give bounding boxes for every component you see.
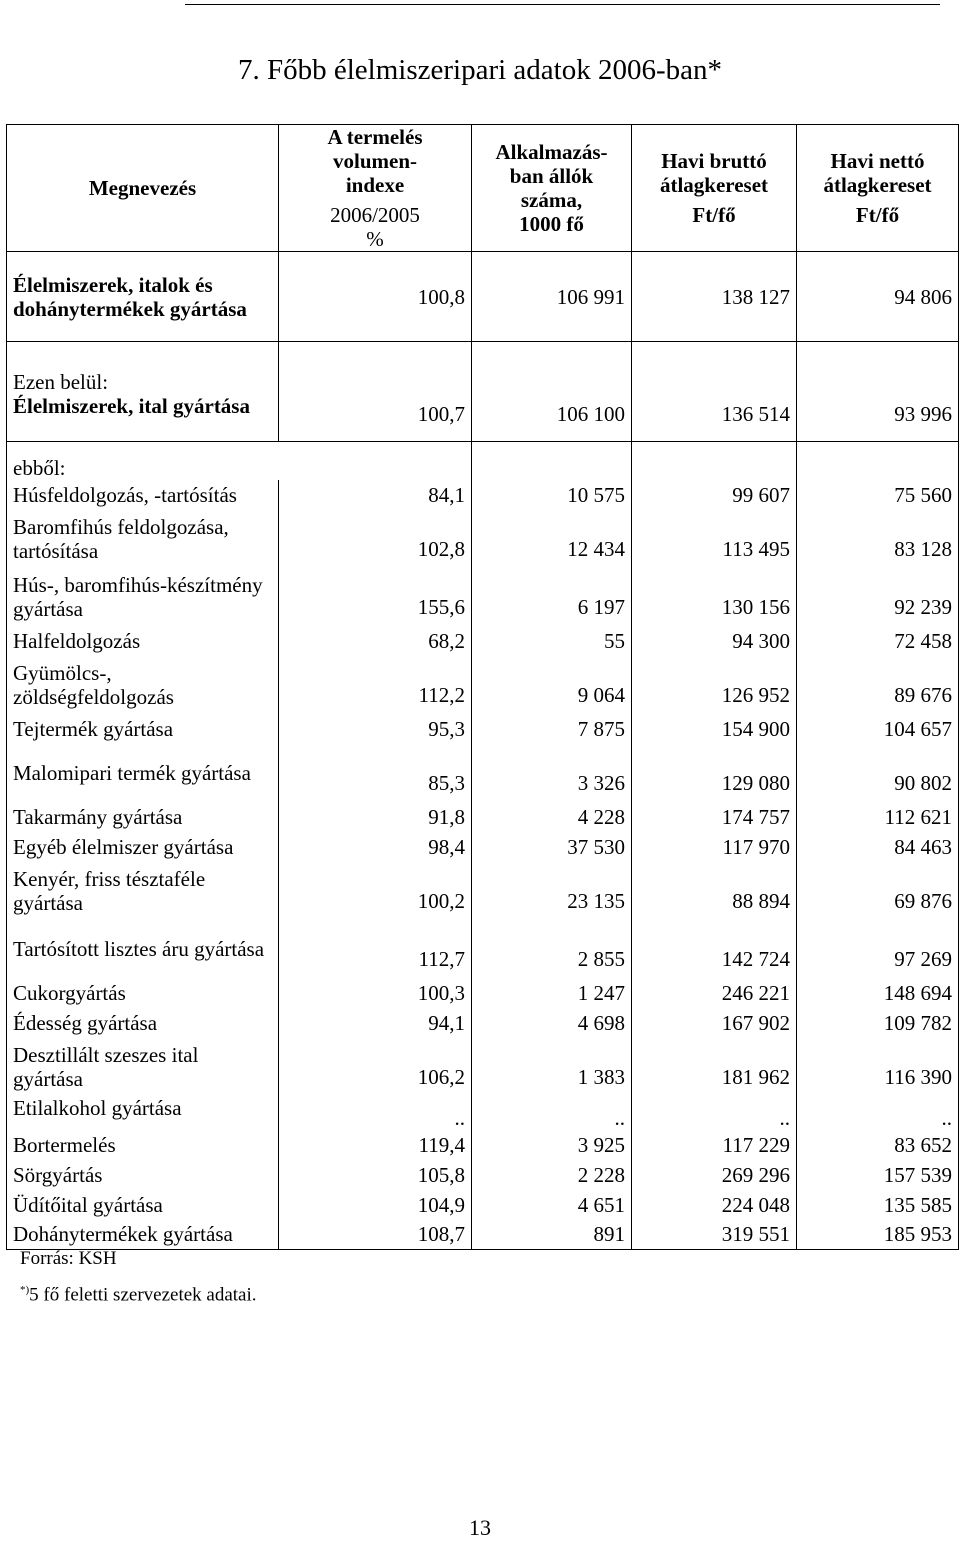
row-value-v3: 154 900	[632, 714, 797, 744]
row-value-v2: 1 247	[472, 978, 632, 1008]
row-value-v3: 113 495	[632, 510, 797, 568]
table-row	[7, 510, 959, 568]
food-industry-table	[6, 124, 959, 1250]
row-value-v4: 90 802	[797, 744, 959, 802]
row-value-v1: 95,3	[279, 714, 472, 744]
table-row-group1: Élelmiszerek, italok és dohánytermékek gyártása 100,8 106 991 138 127 94 806	[7, 252, 959, 342]
row-label: Egyéb élelmiszer gyártása	[7, 832, 279, 862]
row-value-v1: 91,8	[279, 802, 472, 832]
table-row	[7, 920, 959, 978]
row-value-v3: 319 551	[632, 1220, 797, 1250]
row-value-v4: 157 539	[797, 1160, 959, 1190]
header-row	[7, 125, 959, 252]
row-value-v4: 104 657	[797, 714, 959, 744]
row-value-v4: 69 876	[797, 862, 959, 920]
row-label: Takarmány gyártása	[7, 802, 279, 832]
page-number: 13	[469, 1515, 491, 1540]
row-label: Cukorgyártás	[7, 978, 279, 1008]
row-value-v2: 4 651	[472, 1190, 632, 1220]
row-value-v3: 130 156	[632, 568, 797, 626]
table-row	[7, 978, 959, 1008]
footnote: *)5 fő feletti szervezetek adatai.	[20, 1284, 257, 1306]
row-value-v3: 167 902	[632, 1008, 797, 1038]
row-label: Húsfeldolgozás, -tartósítás	[7, 480, 279, 510]
table-row	[7, 1008, 959, 1038]
row-value-v4: 148 694	[797, 978, 959, 1008]
row-value-v2: ..	[472, 1096, 632, 1130]
table-row	[7, 1160, 959, 1190]
row-value-v1: 84,1	[279, 480, 472, 510]
row-label: Dohánytermékek gyártása	[7, 1220, 279, 1250]
row-value-v3: 117 970	[632, 832, 797, 862]
row-label: Hús-, baromfihús-készítmény gyártása	[7, 568, 279, 626]
row-value-v4: 75 560	[797, 480, 959, 510]
row-label: Sörgyártás	[7, 1160, 279, 1190]
row-label: Tartósított lisztes áru gyártása	[7, 920, 279, 978]
table-row	[7, 656, 959, 714]
table-row	[7, 1130, 959, 1160]
row-value-v1: 100,2	[279, 862, 472, 920]
row-value-v1: 98,4	[279, 832, 472, 862]
row-value-v1: 105,8	[279, 1160, 472, 1190]
row-label: Baromfihús feldolgozása, tartósítása	[7, 510, 279, 568]
detail-rows	[7, 480, 959, 1250]
row-value-v4: 84 463	[797, 832, 959, 862]
row-label: Üdítőital gyártása	[7, 1190, 279, 1220]
row-value-v1: 155,6	[279, 568, 472, 626]
table-row	[7, 568, 959, 626]
row-value-v3: 269 296	[632, 1160, 797, 1190]
row-value-v1: 94,1	[279, 1008, 472, 1038]
row-value-v4: 116 390	[797, 1038, 959, 1096]
row-value-v3: 181 962	[632, 1038, 797, 1096]
row-value-v2: 12 434	[472, 510, 632, 568]
row-value-v1: 112,7	[279, 920, 472, 978]
row-value-v4: 72 458	[797, 626, 959, 656]
row-value-v3: 117 229	[632, 1130, 797, 1160]
row-value-v3: 126 952	[632, 656, 797, 714]
table-row-group2: Ezen belül: Élelmiszerek, ital gyártása 100,7 106 100 136 514 93 996	[7, 342, 959, 442]
row-label: Malomipari termék gyártása	[7, 744, 279, 802]
table-row-ebbol: ebből:	[7, 442, 959, 480]
header-volume-index: A termelés volumen-indexe 2006/2005 %	[279, 125, 472, 252]
page-title: 7. Főbb élelmiszeripari adatok 2006-ban*	[237, 54, 722, 86]
row-value-v2: 2 228	[472, 1160, 632, 1190]
table-row	[7, 1038, 959, 1096]
row-value-v3: ..	[632, 1096, 797, 1130]
row-value-v4: 83 652	[797, 1130, 959, 1160]
row-value-v2: 2 855	[472, 920, 632, 978]
table-row	[7, 1220, 959, 1250]
row-label: Halfeldolgozás	[7, 626, 279, 656]
row-value-v1: 104,9	[279, 1190, 472, 1220]
row-value-v4: 92 239	[797, 568, 959, 626]
row-value-v4: 109 782	[797, 1008, 959, 1038]
header-gross-wage: Havi bruttó átlagkereset Ft/fő	[632, 125, 797, 252]
top-rule	[185, 4, 940, 5]
row-value-v3: 94 300	[632, 626, 797, 656]
row-value-v2: 891	[472, 1220, 632, 1250]
row-value-v2: 7 875	[472, 714, 632, 744]
row-value-v2: 55	[472, 626, 632, 656]
row-value-v3: 129 080	[632, 744, 797, 802]
row-value-v1: 100,3	[279, 978, 472, 1008]
row-value-v3: 142 724	[632, 920, 797, 978]
row-label: Édesség gyártása	[7, 1008, 279, 1038]
row-value-v2: 6 197	[472, 568, 632, 626]
row-value-v1: 119,4	[279, 1130, 472, 1160]
row-label: Tejtermék gyártása	[7, 714, 279, 744]
group1-label: Élelmiszerek, italok és dohánytermékek gyártása	[7, 252, 279, 342]
row-value-v3: 99 607	[632, 480, 797, 510]
table-row	[7, 1190, 959, 1220]
table-row	[7, 832, 959, 862]
row-value-v2: 4 228	[472, 802, 632, 832]
table-row	[7, 862, 959, 920]
row-label: Kenyér, friss tésztaféle gyártása	[7, 862, 279, 920]
row-value-v2: 23 135	[472, 862, 632, 920]
row-value-v2: 1 383	[472, 1038, 632, 1096]
row-value-v1: 102,8	[279, 510, 472, 568]
row-value-v3: 174 757	[632, 802, 797, 832]
row-value-v3: 246 221	[632, 978, 797, 1008]
row-label: Gyümölcs-, zöldségfeldolgozás	[7, 656, 279, 714]
row-value-v4: ..	[797, 1096, 959, 1130]
row-value-v2: 9 064	[472, 656, 632, 714]
table-row	[7, 626, 959, 656]
row-value-v2: 4 698	[472, 1008, 632, 1038]
row-value-v2: 37 530	[472, 832, 632, 862]
row-value-v1: ..	[279, 1096, 472, 1130]
row-value-v2: 3 326	[472, 744, 632, 802]
row-value-v1: 106,2	[279, 1038, 472, 1096]
row-value-v4: 185 953	[797, 1220, 959, 1250]
row-value-v4: 135 585	[797, 1190, 959, 1220]
row-value-v3: 88 894	[632, 862, 797, 920]
row-value-v1: 68,2	[279, 626, 472, 656]
row-label: Bortermelés	[7, 1130, 279, 1160]
table-row	[7, 744, 959, 802]
source-note: Forrás: KSH	[20, 1248, 117, 1269]
row-value-v4: 89 676	[797, 656, 959, 714]
table-row	[7, 802, 959, 832]
header-name: Megnevezés	[7, 125, 279, 252]
table-row	[7, 714, 959, 744]
table-row	[7, 1096, 959, 1130]
row-value-v3: 224 048	[632, 1190, 797, 1220]
row-value-v1: 112,2	[279, 656, 472, 714]
row-value-v4: 83 128	[797, 510, 959, 568]
row-value-v1: 85,3	[279, 744, 472, 802]
row-value-v4: 112 621	[797, 802, 959, 832]
row-label: Etilalkohol gyártása	[7, 1096, 279, 1130]
header-employees: Alkalmazás-ban állók száma, 1000 fő	[472, 125, 632, 252]
table-row	[7, 480, 959, 510]
group2-label: Ezen belül: Élelmiszerek, ital gyártása	[7, 342, 279, 442]
header-net-wage: Havi nettó átlagkereset Ft/fő	[797, 125, 959, 252]
row-value-v1: 108,7	[279, 1220, 472, 1250]
row-value-v2: 3 925	[472, 1130, 632, 1160]
row-label: Desztillált szeszes ital gyártása	[7, 1038, 279, 1096]
row-value-v2: 10 575	[472, 480, 632, 510]
row-value-v4: 97 269	[797, 920, 959, 978]
